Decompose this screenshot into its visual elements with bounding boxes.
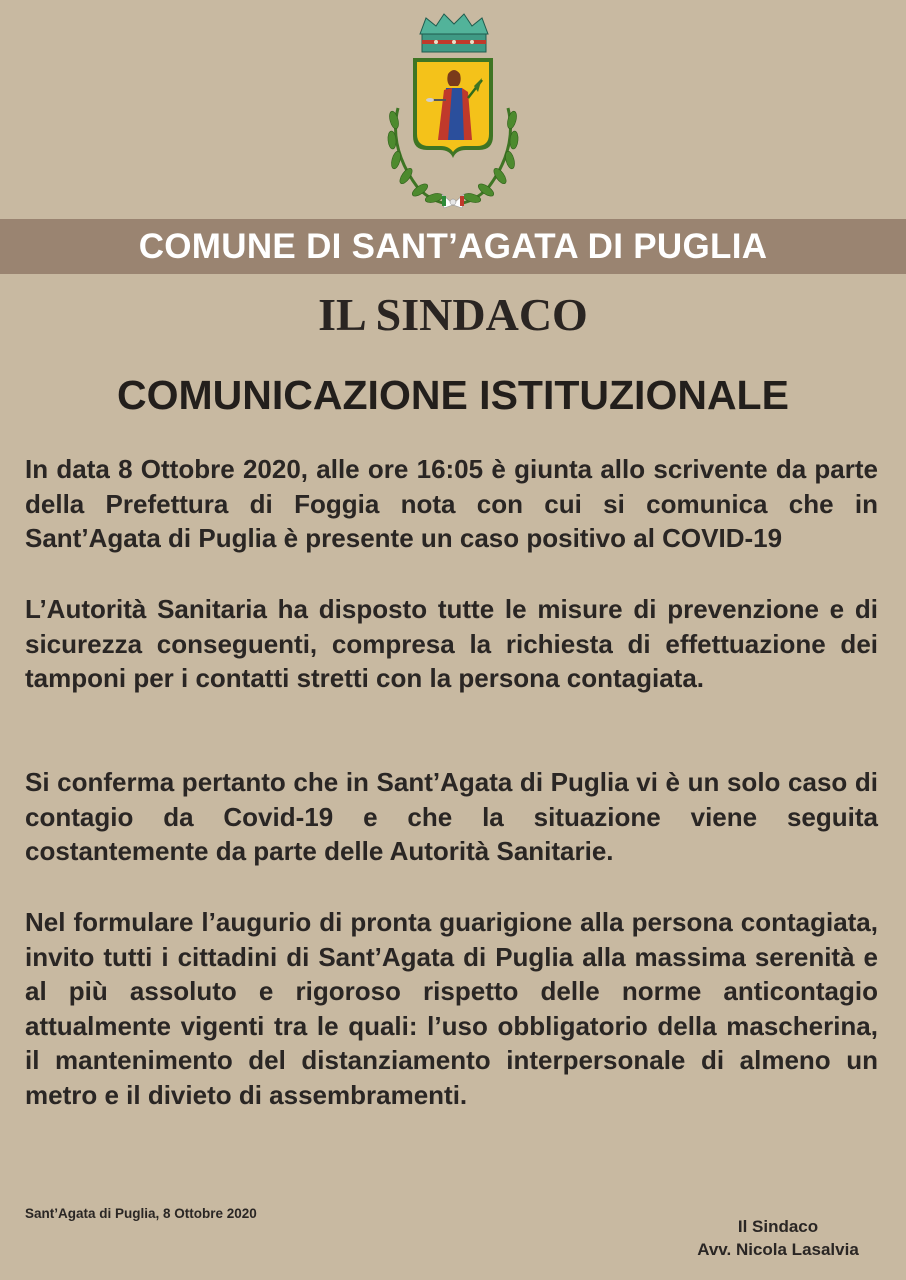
signature-name: Avv. Nicola Lasalvia [697, 1240, 859, 1259]
coat-of-arms-icon [378, 8, 528, 218]
municipality-banner [0, 219, 906, 274]
municipality-name: COMUNE DI SANT’AGATA DI PUGLIA [138, 226, 768, 266]
notice-headline: COMUNICAZIONE ISTITUZIONALE [117, 372, 789, 418]
ribbon-icon [442, 194, 464, 208]
crown-icon [420, 14, 488, 52]
signature-block [668, 1215, 888, 1261]
place-and-date: Sant’Agata di Puglia, 8 Ottobre 2020 [25, 1206, 257, 1221]
shield-icon [413, 58, 493, 158]
office-title: IL SINDACO [318, 289, 588, 340]
paragraph-appeal: Nel formulare l’augurio di pronta guarigione alla persona contagiata, invito tutti i cittadini di Sant’Agata di Puglia alla massima serenità e al più assoluto e rigoroso rispetto delle norme anticontagio attualmente vigenti tra le quali: l’uso obbligatorio della mascherina, il mantenimento del distanziamento interpersonale di almeno un metro e il divieto di assembramenti. [25, 907, 878, 1110]
paragraph-confirmation: Si conferma pertanto che in Sant’Agata di Puglia vi è un solo caso di contagio da Covid-19 e che la situazione viene seguita costantemente da parte delle Autorità Sanitarie. [25, 767, 878, 866]
paragraph-announcement: In data 8 Ottobre 2020, alle ore 16:05 è giunta allo scrivente da parte della Prefettura di Foggia nota con cui si comunica che in Sant’Agata di Puglia è presente un caso positivo al COVID-19 [25, 454, 878, 553]
signature-title: Il Sindaco [737, 1217, 819, 1236]
paragraph-health-measures: L’Autorità Sanitaria ha disposto tutte le misure di prevenzione e di sicurezza conseguenti, compresa la richiesta di effettuazione dei tamponi per i contatti stretti con la persona contagiata. [25, 594, 878, 693]
